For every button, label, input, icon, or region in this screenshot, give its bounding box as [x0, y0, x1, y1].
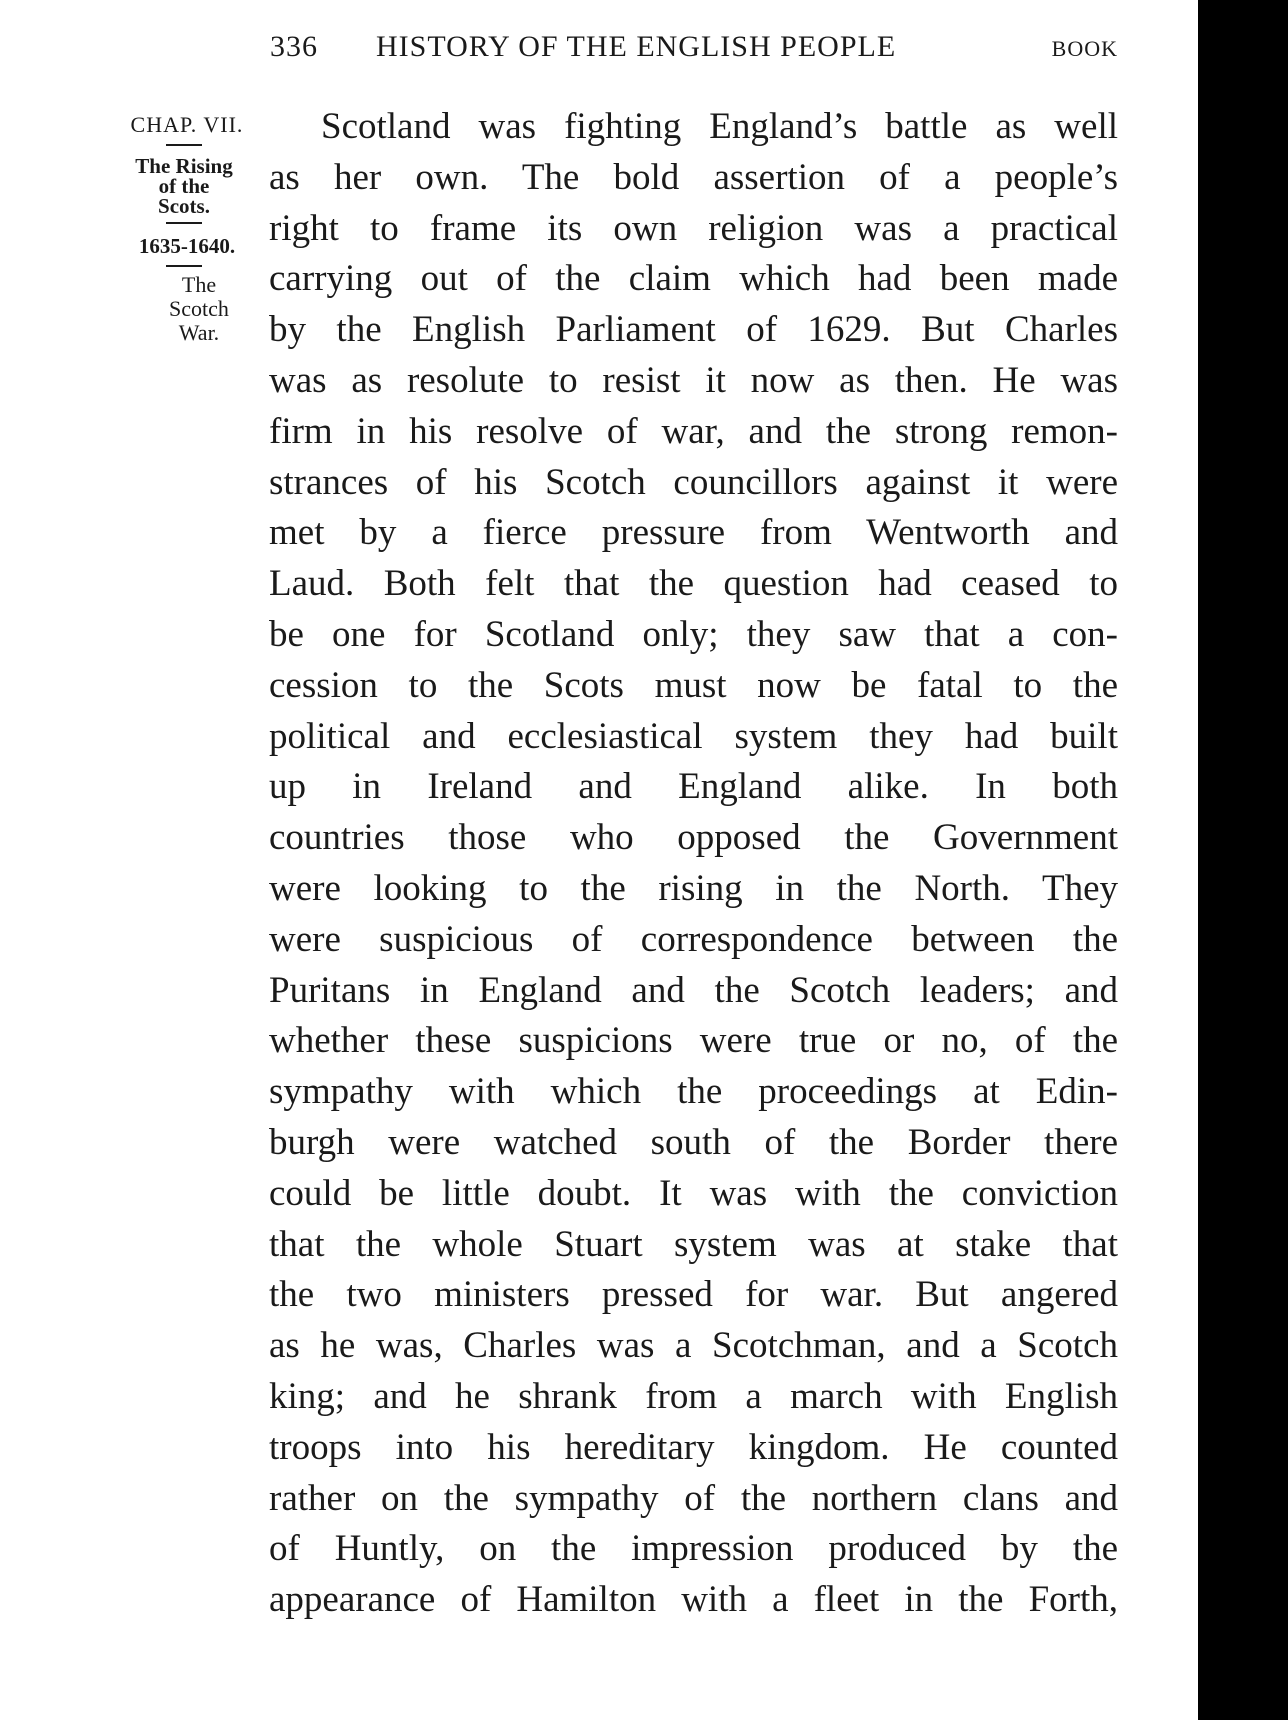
text-line: countries those who opposed the Government: [269, 817, 1118, 859]
text-line: whether these suspicions were true or no, of the: [269, 1020, 1118, 1062]
text-line: the two ministers pressed for war. But angered: [269, 1274, 1118, 1316]
text-line: carrying out of the claim which had been made: [269, 258, 1118, 300]
chapter-label: CHAP. VII.: [130, 112, 244, 137]
scan-edge-black-bar: [1198, 0, 1288, 1720]
text-line: up in Ireland and England alike. In both: [269, 766, 1118, 808]
text-line: as he was, Charles was a Scotchman, and a Scotch: [269, 1325, 1118, 1367]
subsection-title: [138, 273, 260, 345]
text-line: cession to the Scots must now be fatal to the: [269, 664, 1118, 706]
text-line: as her own. The bold assertion of a people’s: [269, 156, 1118, 198]
running-title: HISTORY OF THE ENGLISH PEOPLE: [376, 30, 897, 63]
section-title-line: The Rising: [135, 154, 233, 178]
text-line: strances of his Scotch councillors against it were: [269, 461, 1118, 503]
book-label: BOOK: [1051, 36, 1118, 61]
divider: [166, 144, 202, 146]
text-line: that the whole Stuart system was at stake that: [269, 1223, 1118, 1265]
text-line: by the English Parliament of 1629. But Charles: [269, 309, 1118, 351]
text-line: sympathy with which the proceedings at Edin-: [269, 1071, 1118, 1113]
text-line: right to frame its own religion was a practical: [269, 207, 1118, 249]
subsection-title-line: War.: [178, 320, 220, 345]
divider: [166, 265, 202, 267]
divider: [166, 222, 202, 224]
text-line: met by a fierce pressure from Wentworth and: [269, 512, 1118, 554]
text-line: was as resolute to resist it now as then. He was: [269, 359, 1118, 401]
year-range: 1635-1640.: [138, 234, 236, 258]
text-line: firm in his resolve of war, and the strong remon-: [269, 410, 1118, 452]
text-line: troops into his hereditary kingdom. He counted: [269, 1426, 1118, 1468]
section-title: [108, 156, 260, 216]
text-line: burgh were watched south of the Border there: [269, 1121, 1118, 1163]
text-line: Scotland was fighting England’s battle as well: [321, 106, 1118, 147]
text-line: Puritans in England and the Scotch leaders; and: [269, 969, 1118, 1011]
text-line: rather on the sympathy of the northern clans and: [269, 1477, 1118, 1519]
text-line: were looking to the rising in the North. They: [269, 867, 1118, 909]
text-line: of Huntly, on the impression produced by the: [269, 1528, 1118, 1570]
page-number: 336: [270, 30, 318, 63]
text-line: were suspicious of correspondence between the: [269, 918, 1118, 960]
text-line: could be little doubt. It was with the conviction: [269, 1172, 1118, 1214]
text-line: king; and he shrank from a march with English: [269, 1375, 1118, 1417]
text-line: political and ecclesiastical system they had built: [269, 715, 1118, 757]
subsection-title-line: Scotch: [169, 296, 229, 321]
section-title-line: of the: [158, 174, 210, 198]
text-line: Laud. Both felt that the question had ceased to: [269, 563, 1118, 605]
text-line: appearance of Hamilton with a fleet in the Forth,: [269, 1579, 1118, 1621]
text-line: be one for Scotland only; they saw that a con-: [269, 613, 1118, 655]
body-text: [269, 102, 1118, 1626]
section-title-line: Scots.: [158, 194, 210, 218]
margin-notes: [108, 112, 260, 345]
subsection-title-line: The: [181, 272, 217, 297]
